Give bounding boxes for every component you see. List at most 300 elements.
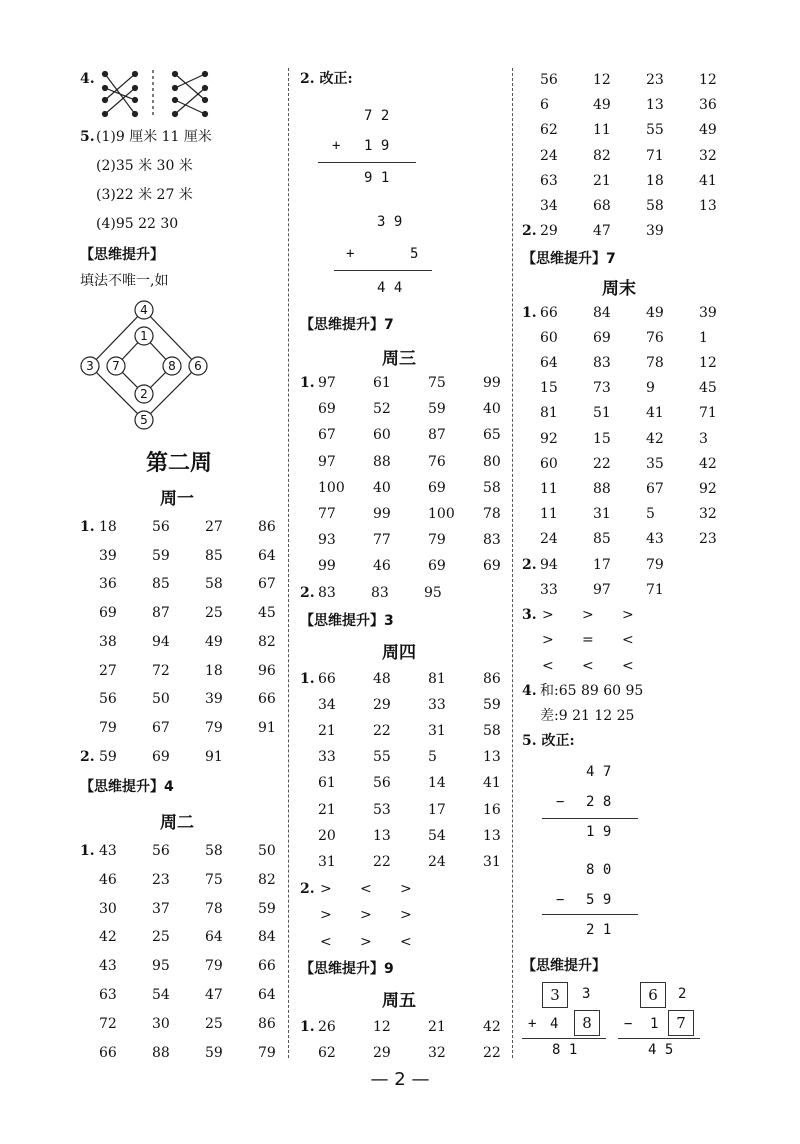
- answer-cell: 31: [483, 853, 501, 870]
- answer-cell: 59: [152, 547, 170, 564]
- puzzle1-b-digit: 4: [550, 1016, 559, 1032]
- answer-cell: 56: [540, 72, 558, 88]
- zhoumo-q5-label: 5. 改正:: [522, 733, 575, 749]
- answer-cell: 42: [483, 1019, 501, 1035]
- grid-row: [540, 480, 752, 498]
- puzzle1-result: 8 1: [552, 1042, 578, 1058]
- answer-cell: 54: [428, 827, 446, 844]
- zhou3-q2-label: 2.: [300, 585, 315, 601]
- answer-cell: 49: [593, 97, 611, 114]
- answer-cell: 11: [540, 505, 558, 522]
- grid-row: [318, 400, 538, 418]
- answer-cell: 86: [483, 671, 501, 687]
- grid-row: [99, 547, 311, 565]
- answer-cell: 55: [373, 749, 391, 766]
- col2-q2-label: 2. 改正:: [300, 71, 353, 87]
- answer-cell: 92: [699, 480, 717, 497]
- answer-cell: 20: [318, 827, 336, 844]
- answer-cell: 69: [318, 401, 336, 418]
- answer-cell: 25: [152, 929, 170, 946]
- answer-cell: 18: [99, 519, 117, 535]
- zhoumo-q3-label: 3.: [522, 607, 537, 623]
- grid-row: [318, 670, 538, 688]
- q5-line-1: (1)9 厘米 11 厘米: [96, 129, 212, 145]
- answer-cell: <: [542, 657, 554, 674]
- answer-cell: 13: [483, 827, 501, 844]
- answer-cell: 85: [593, 530, 611, 547]
- answer-cell: >: [400, 907, 412, 924]
- answer-cell: 88: [593, 480, 611, 497]
- answer-cell: 69: [428, 558, 446, 575]
- calc1-b: 1 9: [364, 138, 390, 154]
- grid-row: [318, 827, 538, 845]
- answer-cell: 83: [593, 355, 611, 372]
- answer-cell: 36: [99, 576, 117, 593]
- answer-cell: 78: [483, 506, 501, 522]
- answer: 83: [318, 585, 336, 601]
- grid-row: [320, 933, 440, 951]
- grid-row: [540, 404, 752, 422]
- answer-cell: 99: [373, 506, 391, 522]
- answer-cell: 63: [540, 172, 558, 189]
- answer: 95: [424, 585, 442, 601]
- col3-q2-label: 2.: [522, 223, 537, 239]
- answer-cell: 1: [699, 330, 708, 347]
- answer-cell: 84: [258, 929, 276, 946]
- answer-cell: 39: [205, 691, 223, 708]
- answer-cell: 94: [540, 557, 558, 573]
- calc1-a: 7 2: [364, 108, 390, 124]
- answer-cell: 95: [152, 958, 170, 975]
- answer-cell: 62: [540, 122, 558, 139]
- answer-cell: 97: [318, 453, 336, 470]
- answer-cell: 21: [318, 723, 336, 740]
- answer-cell: 78: [205, 900, 223, 917]
- puzzle2-b-digit: 1: [650, 1016, 659, 1032]
- answer-cell: 49: [699, 122, 717, 139]
- puzzle1-top-box: 3: [542, 982, 568, 1008]
- grid-row: [540, 556, 699, 574]
- answer-cell: 40: [373, 479, 391, 496]
- zhoumo-q2-label: 2.: [522, 557, 537, 573]
- calc2-b: 5: [410, 246, 419, 262]
- answer-cell: 93: [318, 532, 336, 549]
- answer-cell: 42: [646, 430, 664, 447]
- answer-cell: 12: [699, 72, 717, 88]
- answer-cell: 24: [428, 853, 446, 870]
- answer-cell: 77: [318, 506, 336, 522]
- zhou4-q1-label: 1.: [300, 671, 315, 687]
- answer-cell: 67: [646, 480, 664, 497]
- puzzle2-b-box: 7: [668, 1010, 694, 1036]
- answer-cell: 22: [373, 853, 391, 870]
- answer-cell: 67: [318, 427, 336, 444]
- answer-cell: 24: [540, 147, 558, 164]
- grid-row: [540, 121, 752, 139]
- zhou1-q1-label: 1.: [80, 519, 95, 535]
- grid-row: [540, 505, 752, 523]
- answer-cell: 29: [373, 1045, 391, 1061]
- answer-cell: 75: [205, 871, 223, 888]
- answer-cell: 56: [152, 843, 170, 859]
- answer-cell: 91: [258, 719, 276, 736]
- answer-cell: 43: [646, 530, 664, 547]
- answer-cell: >: [320, 881, 332, 897]
- col3-calc2-a: 8 0: [586, 862, 612, 878]
- answer-cell: >: [360, 933, 372, 950]
- grid-row: [99, 690, 311, 708]
- zhou5-heading: 周五: [382, 991, 416, 1011]
- puzzle2-top-digit: 2: [678, 986, 687, 1002]
- calc2-result: 4 4: [377, 280, 403, 296]
- answer-cell: >: [542, 607, 554, 623]
- answer-cell: 50: [258, 843, 276, 859]
- answer-cell: 69: [99, 605, 117, 622]
- answer-cell: >: [622, 607, 634, 623]
- answer-cell: 67: [258, 576, 276, 593]
- answer-cell: 71: [646, 147, 664, 164]
- answer-cell: 59: [205, 1044, 223, 1061]
- answer-cell: 13: [483, 749, 501, 766]
- answer-cell: 82: [593, 147, 611, 164]
- answer-cell: 67: [152, 719, 170, 736]
- answer-cell: 58: [646, 198, 664, 214]
- answer-cell: 23: [699, 530, 717, 547]
- answer-cell: 79: [205, 719, 223, 736]
- grid-row: [318, 531, 538, 549]
- diamond-top: 4: [140, 303, 148, 317]
- answer-cell: 5: [646, 505, 655, 522]
- sum-line: 和:65 89 60 95: [540, 683, 644, 699]
- answer-cell: 26: [318, 1019, 336, 1035]
- diamond-right: 6: [194, 359, 202, 373]
- puzzle2-rule: [618, 1038, 700, 1039]
- answer-cell: 61: [373, 375, 391, 391]
- answer: 69: [152, 749, 170, 765]
- q5-line-3: (3)22 米 27 米: [96, 187, 193, 203]
- q5-line-2: (2)35 米 30 米: [96, 158, 193, 174]
- page-number: — 2 —: [370, 1069, 430, 1090]
- answer-cell: <: [360, 881, 372, 897]
- grid-row: [99, 957, 311, 975]
- answer-cell: 79: [258, 1044, 276, 1061]
- answer-cell: 71: [699, 405, 717, 422]
- answer-cell: 22: [373, 723, 391, 740]
- answer: 59: [99, 749, 117, 765]
- zhou3-heading: 周三: [382, 349, 416, 369]
- answer-cell: 58: [483, 723, 501, 740]
- q4-label: 4.: [80, 71, 95, 87]
- answer-cell: 42: [699, 455, 717, 472]
- grid-row: [99, 633, 311, 651]
- calc1-op: +: [332, 138, 341, 154]
- answer-cell: 25: [205, 605, 223, 622]
- puzzle1-b-box: 8: [574, 1010, 600, 1036]
- answer-cell: 12: [373, 1019, 391, 1035]
- answer-cell: 41: [483, 775, 501, 792]
- grid-row: [318, 801, 538, 819]
- answer-cell: 21: [428, 1019, 446, 1035]
- diamond-bottom: 5: [140, 413, 148, 427]
- col3-calc2-b: 5 9: [586, 892, 612, 908]
- grid-row: [320, 906, 440, 924]
- puzzle2-op: −: [624, 1016, 633, 1032]
- grid-row: [99, 1044, 311, 1062]
- answer-cell: 18: [205, 662, 223, 679]
- answer-cell: 61: [318, 775, 336, 792]
- answer-cell: 34: [540, 198, 558, 214]
- grid-row: [318, 479, 538, 497]
- answer-cell: 81: [428, 671, 446, 687]
- answer: 91: [205, 749, 223, 765]
- answer-cell: =: [582, 632, 594, 649]
- answer-cell: 58: [205, 576, 223, 593]
- answer-cell: 18: [646, 172, 664, 189]
- answer-cell: 84: [593, 305, 611, 321]
- answer-cell: 100: [428, 506, 455, 522]
- zhou4-q2-label: 2.: [300, 881, 315, 897]
- answer-cell: 32: [699, 147, 717, 164]
- answer-cell: 83: [483, 532, 501, 549]
- answer-cell: 27: [205, 519, 223, 535]
- calc1-rule: [318, 162, 416, 163]
- zhou1-heading: 周一: [160, 489, 194, 509]
- col3-calc2-rule: [542, 914, 638, 915]
- answer-cell: 62: [318, 1045, 336, 1061]
- answer-cell: 54: [152, 987, 170, 1003]
- answer-cell: 56: [99, 691, 117, 708]
- answer-cell: 46: [373, 558, 391, 575]
- grid-row: [99, 604, 311, 622]
- answer-cell: 35: [646, 455, 664, 472]
- grid-row: [318, 722, 538, 740]
- answer-cell: 58: [483, 479, 501, 496]
- answer-cell: 82: [258, 871, 276, 888]
- answer-cell: 14: [428, 775, 446, 792]
- grid-row: [540, 581, 699, 599]
- answer-cell: 52: [373, 401, 391, 418]
- diamond-inner-bottom: 2: [140, 387, 148, 401]
- grid-row: [540, 96, 752, 114]
- zhou1-q2-label: 2.: [80, 749, 95, 765]
- answer-cell: <: [400, 933, 412, 950]
- grid-row: [318, 696, 538, 714]
- answer-cell: 45: [258, 605, 276, 622]
- col2-siwei7: 【思维提升】7: [300, 317, 394, 333]
- grid-row: [542, 606, 662, 624]
- answer-cell: 87: [152, 605, 170, 622]
- answer-cell: 64: [205, 929, 223, 946]
- answer-cell: 11: [540, 480, 558, 497]
- answer-cell: 29: [373, 697, 391, 714]
- answer-cell: 23: [152, 871, 170, 888]
- col3-calc1-a: 4 7: [586, 764, 612, 780]
- zhou3-siwei: 【思维提升】3: [300, 613, 394, 629]
- answer-cell: 3: [699, 430, 708, 447]
- grid-row: [540, 172, 752, 190]
- answer: 29: [540, 223, 558, 239]
- grid-row: [99, 575, 311, 593]
- answer-cell: 80: [483, 453, 501, 470]
- grid-row: [99, 871, 311, 889]
- grid-row: [99, 928, 311, 946]
- answer-cell: 55: [646, 122, 664, 139]
- answer-cell: >: [360, 907, 372, 924]
- answer-cell: >: [400, 881, 412, 897]
- answer-cell: 86: [258, 519, 276, 535]
- answer-cell: 72: [152, 662, 170, 679]
- answer-cell: 71: [646, 582, 664, 599]
- answer-cell: 34: [318, 697, 336, 714]
- zhou5-q1-label: 1.: [300, 1019, 315, 1035]
- answer-cell: 31: [593, 505, 611, 522]
- answer-cell: 53: [373, 801, 391, 818]
- answer-cell: 76: [428, 453, 446, 470]
- col3-calc1-b: 2 8: [586, 794, 612, 810]
- answer-cell: 49: [205, 633, 223, 650]
- grid-row: [99, 842, 311, 860]
- siwei-heading: 【思维提升】: [80, 247, 164, 263]
- answer-cell: 56: [373, 775, 391, 792]
- grid-row: [99, 662, 311, 680]
- answer-cell: 87: [428, 427, 446, 444]
- answer-cell: 17: [593, 557, 611, 573]
- answer-cell: 42: [99, 929, 117, 946]
- answer-cell: 51: [593, 405, 611, 422]
- grid-row: [99, 1015, 311, 1033]
- answer-cell: 13: [699, 198, 717, 214]
- answer-cell: 24: [540, 530, 558, 547]
- answer-cell: 92: [540, 430, 558, 447]
- answer-cell: 56: [152, 519, 170, 535]
- answer-cell: 76: [646, 330, 664, 347]
- diamond-inner-left: 7: [112, 359, 120, 373]
- puzzle2-top-box: 6: [640, 982, 666, 1008]
- week-title: 第二周: [146, 450, 213, 476]
- answer-cell: 100: [318, 479, 345, 496]
- answer-cell: 75: [428, 375, 446, 391]
- puzzle1-top-digit: 3: [582, 986, 591, 1002]
- answer-cell: <: [582, 657, 594, 674]
- answer-cell: 78: [646, 355, 664, 372]
- zhou2-q1-label: 1.: [80, 843, 95, 859]
- number-diamond-diagram: [78, 298, 210, 432]
- answer-cell: 38: [99, 633, 117, 650]
- grid-row: [540, 530, 752, 548]
- answer-cell: 99: [483, 375, 501, 391]
- answer-cell: 66: [99, 1044, 117, 1061]
- grid-row: [318, 1018, 538, 1036]
- answer-cell: 79: [646, 557, 664, 573]
- zhou2-heading: 周二: [160, 813, 194, 833]
- answer-cell: 30: [152, 1015, 170, 1032]
- answer-cell: 21: [318, 801, 336, 818]
- answer-cell: 30: [99, 900, 117, 917]
- answer-cell: 79: [428, 532, 446, 549]
- calc2-op: +: [346, 246, 355, 262]
- grid-row: [318, 774, 538, 792]
- answer-cell: 6: [540, 97, 549, 114]
- answer-cell: 60: [540, 455, 558, 472]
- diamond-inner-right: 8: [168, 359, 176, 373]
- answer-cell: 64: [258, 547, 276, 564]
- answer-cell: 22: [593, 455, 611, 472]
- answer-cell: 66: [318, 671, 336, 687]
- answer-cell: 23: [646, 72, 664, 88]
- answer-cell: 31: [318, 853, 336, 870]
- answer-cell: 25: [205, 1015, 223, 1032]
- answer-cell: 40: [483, 401, 501, 418]
- answer-cell: 88: [152, 1044, 170, 1061]
- col3-calc2-result: 2 1: [586, 922, 612, 938]
- grid-row: [318, 505, 538, 523]
- answer-cell: 99: [318, 558, 336, 575]
- col3-q2-row: [540, 222, 699, 240]
- zhou4-siwei: 【思维提升】9: [300, 961, 394, 977]
- answer-cell: 66: [258, 958, 276, 975]
- answer-cell: 60: [540, 330, 558, 347]
- answer-cell: 33: [428, 697, 446, 714]
- answer-cell: 37: [152, 900, 170, 917]
- answer-cell: 17: [428, 801, 446, 818]
- answer-cell: 16: [483, 801, 501, 818]
- grid-row: [318, 557, 538, 575]
- answer-cell: 59: [428, 401, 446, 418]
- zhou3-q1-label: 1.: [300, 375, 315, 391]
- calc1-result: 9 1: [364, 170, 390, 186]
- grid-row: [318, 426, 538, 444]
- grid-row: [320, 880, 440, 898]
- answer-cell: 85: [152, 576, 170, 593]
- zhoumo-heading: 周末: [602, 279, 636, 299]
- answer-cell: 15: [540, 380, 558, 397]
- answer-cell: 68: [593, 198, 611, 214]
- grid-row: [99, 986, 311, 1004]
- answer-cell: 32: [428, 1045, 446, 1061]
- answer-cell: 50: [152, 691, 170, 708]
- puzzle1-rule: [522, 1038, 606, 1039]
- answer-cell: 41: [699, 172, 717, 189]
- col3-calc1-op: −: [556, 794, 565, 810]
- grid-row: [540, 329, 752, 347]
- answer: 47: [593, 223, 611, 239]
- calc2-a: 3 9: [377, 214, 403, 230]
- grid-row: [542, 657, 662, 675]
- grid-row: [99, 900, 311, 918]
- q5-label: 5.: [80, 129, 95, 145]
- answer-cell: >: [582, 607, 594, 623]
- answer-cell: 43: [99, 958, 117, 975]
- answer-cell: 69: [593, 330, 611, 347]
- answer-cell: 97: [318, 375, 336, 391]
- answer-cell: <: [622, 632, 634, 649]
- answer-cell: 47: [205, 987, 223, 1003]
- answer-cell: 45: [699, 380, 717, 397]
- answer-cell: 81: [540, 405, 558, 422]
- zhou3-q2-row: [318, 584, 477, 602]
- answer-cell: 27: [99, 662, 117, 679]
- difference-line: 差:9 21 12 25: [540, 708, 635, 724]
- grid-row: [540, 197, 752, 215]
- answer-cell: 33: [540, 582, 558, 599]
- answer-cell: 13: [373, 827, 391, 844]
- answer-cell: 39: [99, 547, 117, 564]
- answer-cell: 11: [593, 122, 611, 139]
- grid-row: [318, 1044, 538, 1062]
- grid-row: [318, 853, 538, 871]
- grid-row: [540, 304, 752, 322]
- answer: 39: [646, 223, 664, 239]
